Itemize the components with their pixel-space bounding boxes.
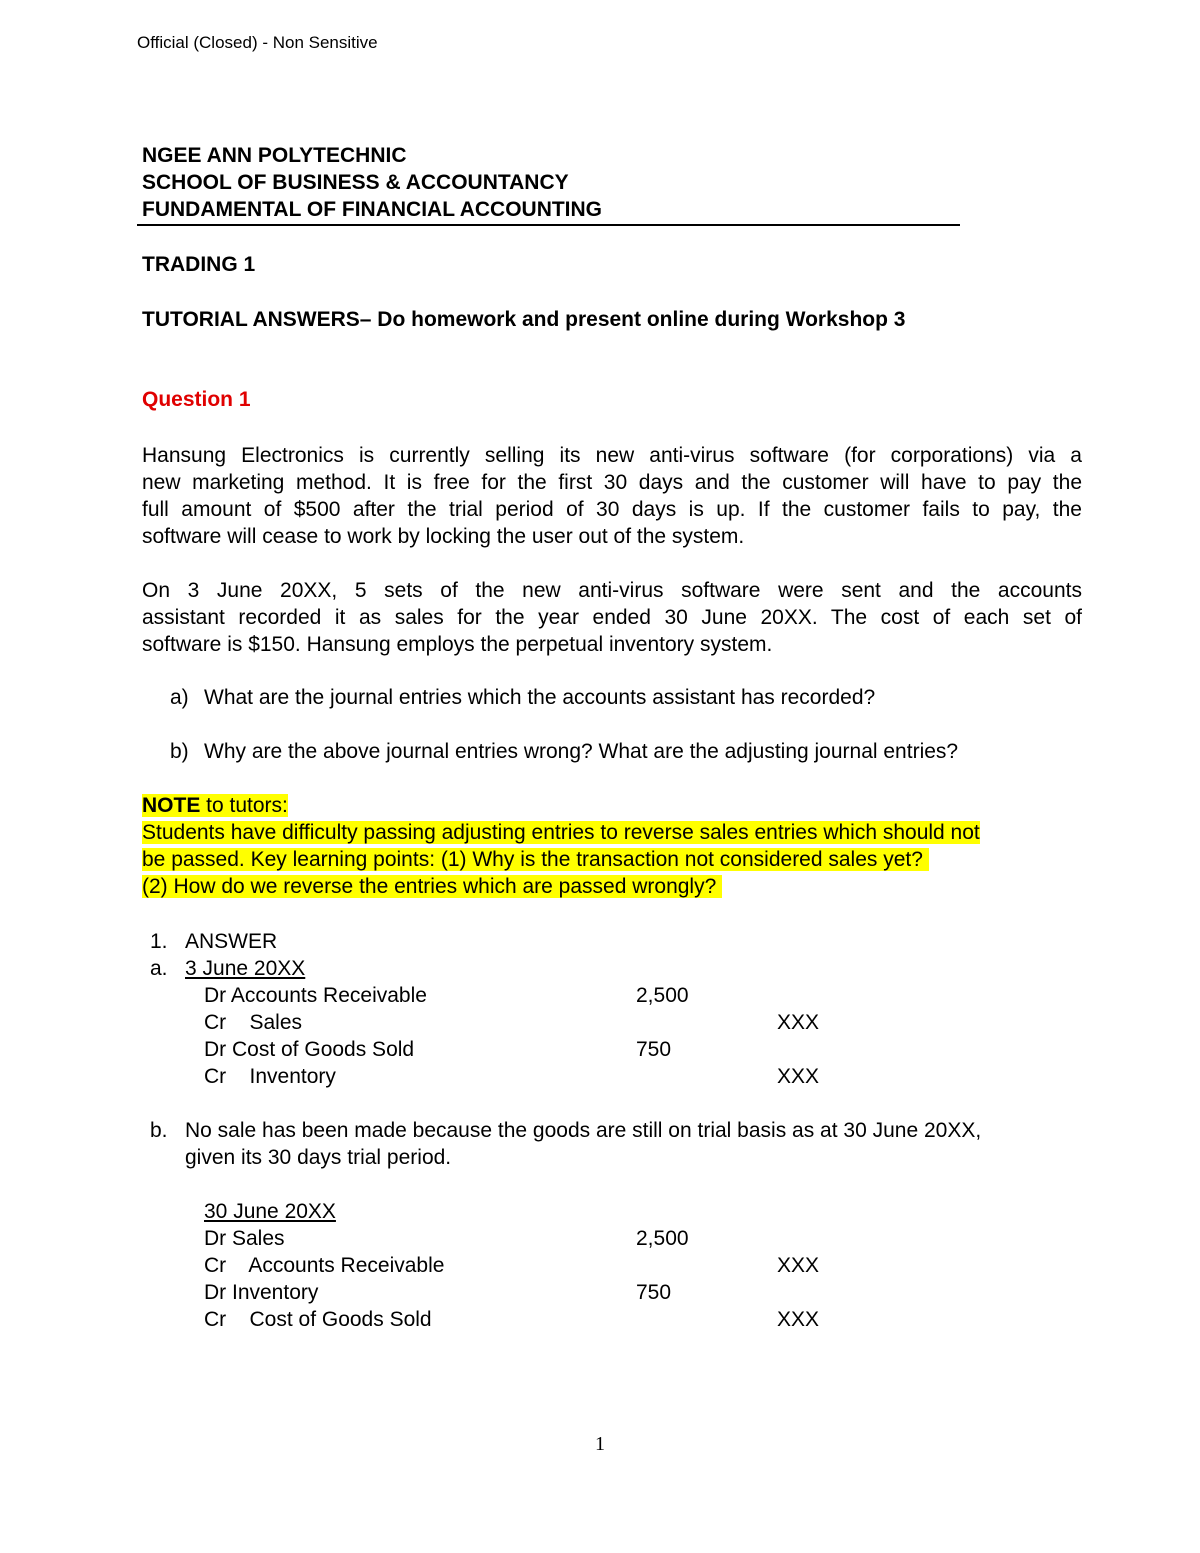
paragraph-line: software will cease to work by locking the user out of the system.	[142, 525, 745, 548]
note-heading	[142, 794, 288, 818]
institution-name: NGEE ANN POLYTECHNIC	[142, 144, 407, 167]
answer-number: 1.	[150, 930, 168, 953]
note-line-3	[142, 875, 722, 899]
topic-title: TRADING 1	[142, 253, 256, 276]
journal-account: Dr Accounts Receivable	[204, 984, 427, 1007]
paragraph-line: Hansung Electronics is currently selling its new anti-virus software (for corporations) via a	[142, 444, 1082, 467]
question-title: Question 1	[142, 388, 251, 411]
journal-credit: XXX	[777, 1011, 820, 1034]
journal-debit: 2,500	[636, 1227, 689, 1250]
paragraph-line: assistant recorded it as sales for the year ended 30 June 20XX. The cost of each set of	[142, 606, 1082, 629]
journal-account: Dr Sales	[204, 1227, 285, 1250]
journal-account: Cr Inventory	[204, 1065, 336, 1088]
classification-label: Official (Closed) - Non Sensitive	[137, 33, 378, 52]
part-b-explanation-line-1: No sale has been made because the goods are still on trial basis as at 30 June 20XX,	[185, 1119, 982, 1142]
journal-debit: 2,500	[636, 984, 689, 1007]
note-text: be passed. Key learning points: (1) Why is the transaction not considered sales yet?	[142, 848, 929, 871]
journal-debit: 750	[636, 1038, 672, 1061]
paragraph-line: new marketing method. It is free for the first 30 days and the customer will have to pay the	[142, 471, 1082, 494]
journal-credit: XXX	[777, 1254, 820, 1277]
part-b-explanation-line-2: given its 30 days trial period.	[185, 1146, 452, 1169]
journal-account: Dr Inventory	[204, 1281, 319, 1304]
module-name: FUNDAMENTAL OF FINANCIAL ACCOUNTING	[142, 198, 603, 221]
tutorial-heading: TUTORIAL ANSWERS– Do homework and present online during Workshop 3	[142, 308, 906, 331]
sub-question-a-text: What are the journal entries which the accounts assistant has recorded?	[204, 686, 876, 709]
sub-question-b-marker: b)	[170, 740, 189, 763]
part-a-marker: a.	[150, 957, 168, 980]
journal-credit: XXX	[777, 1065, 820, 1088]
school-name: SCHOOL OF BUSINESS & ACCOUNTANCY	[142, 171, 569, 194]
question-paragraph-2	[142, 577, 1082, 658]
page-number: 1	[595, 1433, 605, 1455]
journal-account: Cr Cost of Goods Sold	[204, 1308, 432, 1331]
part-a-date: 3 June 20XX	[185, 957, 306, 980]
journal-debit: 750	[636, 1281, 672, 1304]
question-paragraph-1	[142, 442, 1082, 550]
note-line-2	[142, 848, 929, 872]
sub-question-a-marker: a)	[170, 686, 189, 709]
note-text: Students have difficulty passing adjusting entries to reverse sales entries which should not	[142, 821, 980, 844]
note-suffix: to tutors:	[200, 794, 288, 817]
note-line-1	[142, 821, 980, 845]
part-b-date: 30 June 20XX	[204, 1200, 336, 1223]
paragraph-line: On 3 June 20XX, 5 sets of the new anti-virus software were sent and the accounts	[142, 579, 1082, 602]
journal-credit: XXX	[777, 1308, 820, 1331]
journal-account: Cr Accounts Receivable	[204, 1254, 445, 1277]
journal-account: Dr Cost of Goods Sold	[204, 1038, 415, 1061]
part-b-marker: b.	[150, 1119, 168, 1142]
note-label: NOTE	[142, 794, 201, 817]
answer-label: ANSWER	[185, 930, 278, 953]
header-divider	[137, 224, 960, 226]
paragraph-line: software is $150. Hansung employs the perpetual inventory system.	[142, 633, 773, 656]
journal-account: Cr Sales	[204, 1011, 303, 1034]
paragraph-line: full amount of $500 after the trial period of 30 days is up. If the customer fails to pay, the	[142, 498, 1082, 521]
sub-question-b-text: Why are the above journal entries wrong? What are the adjusting journal entries?	[204, 740, 959, 763]
note-text: (2) How do we reverse the entries which are passed wrongly?	[142, 875, 723, 898]
